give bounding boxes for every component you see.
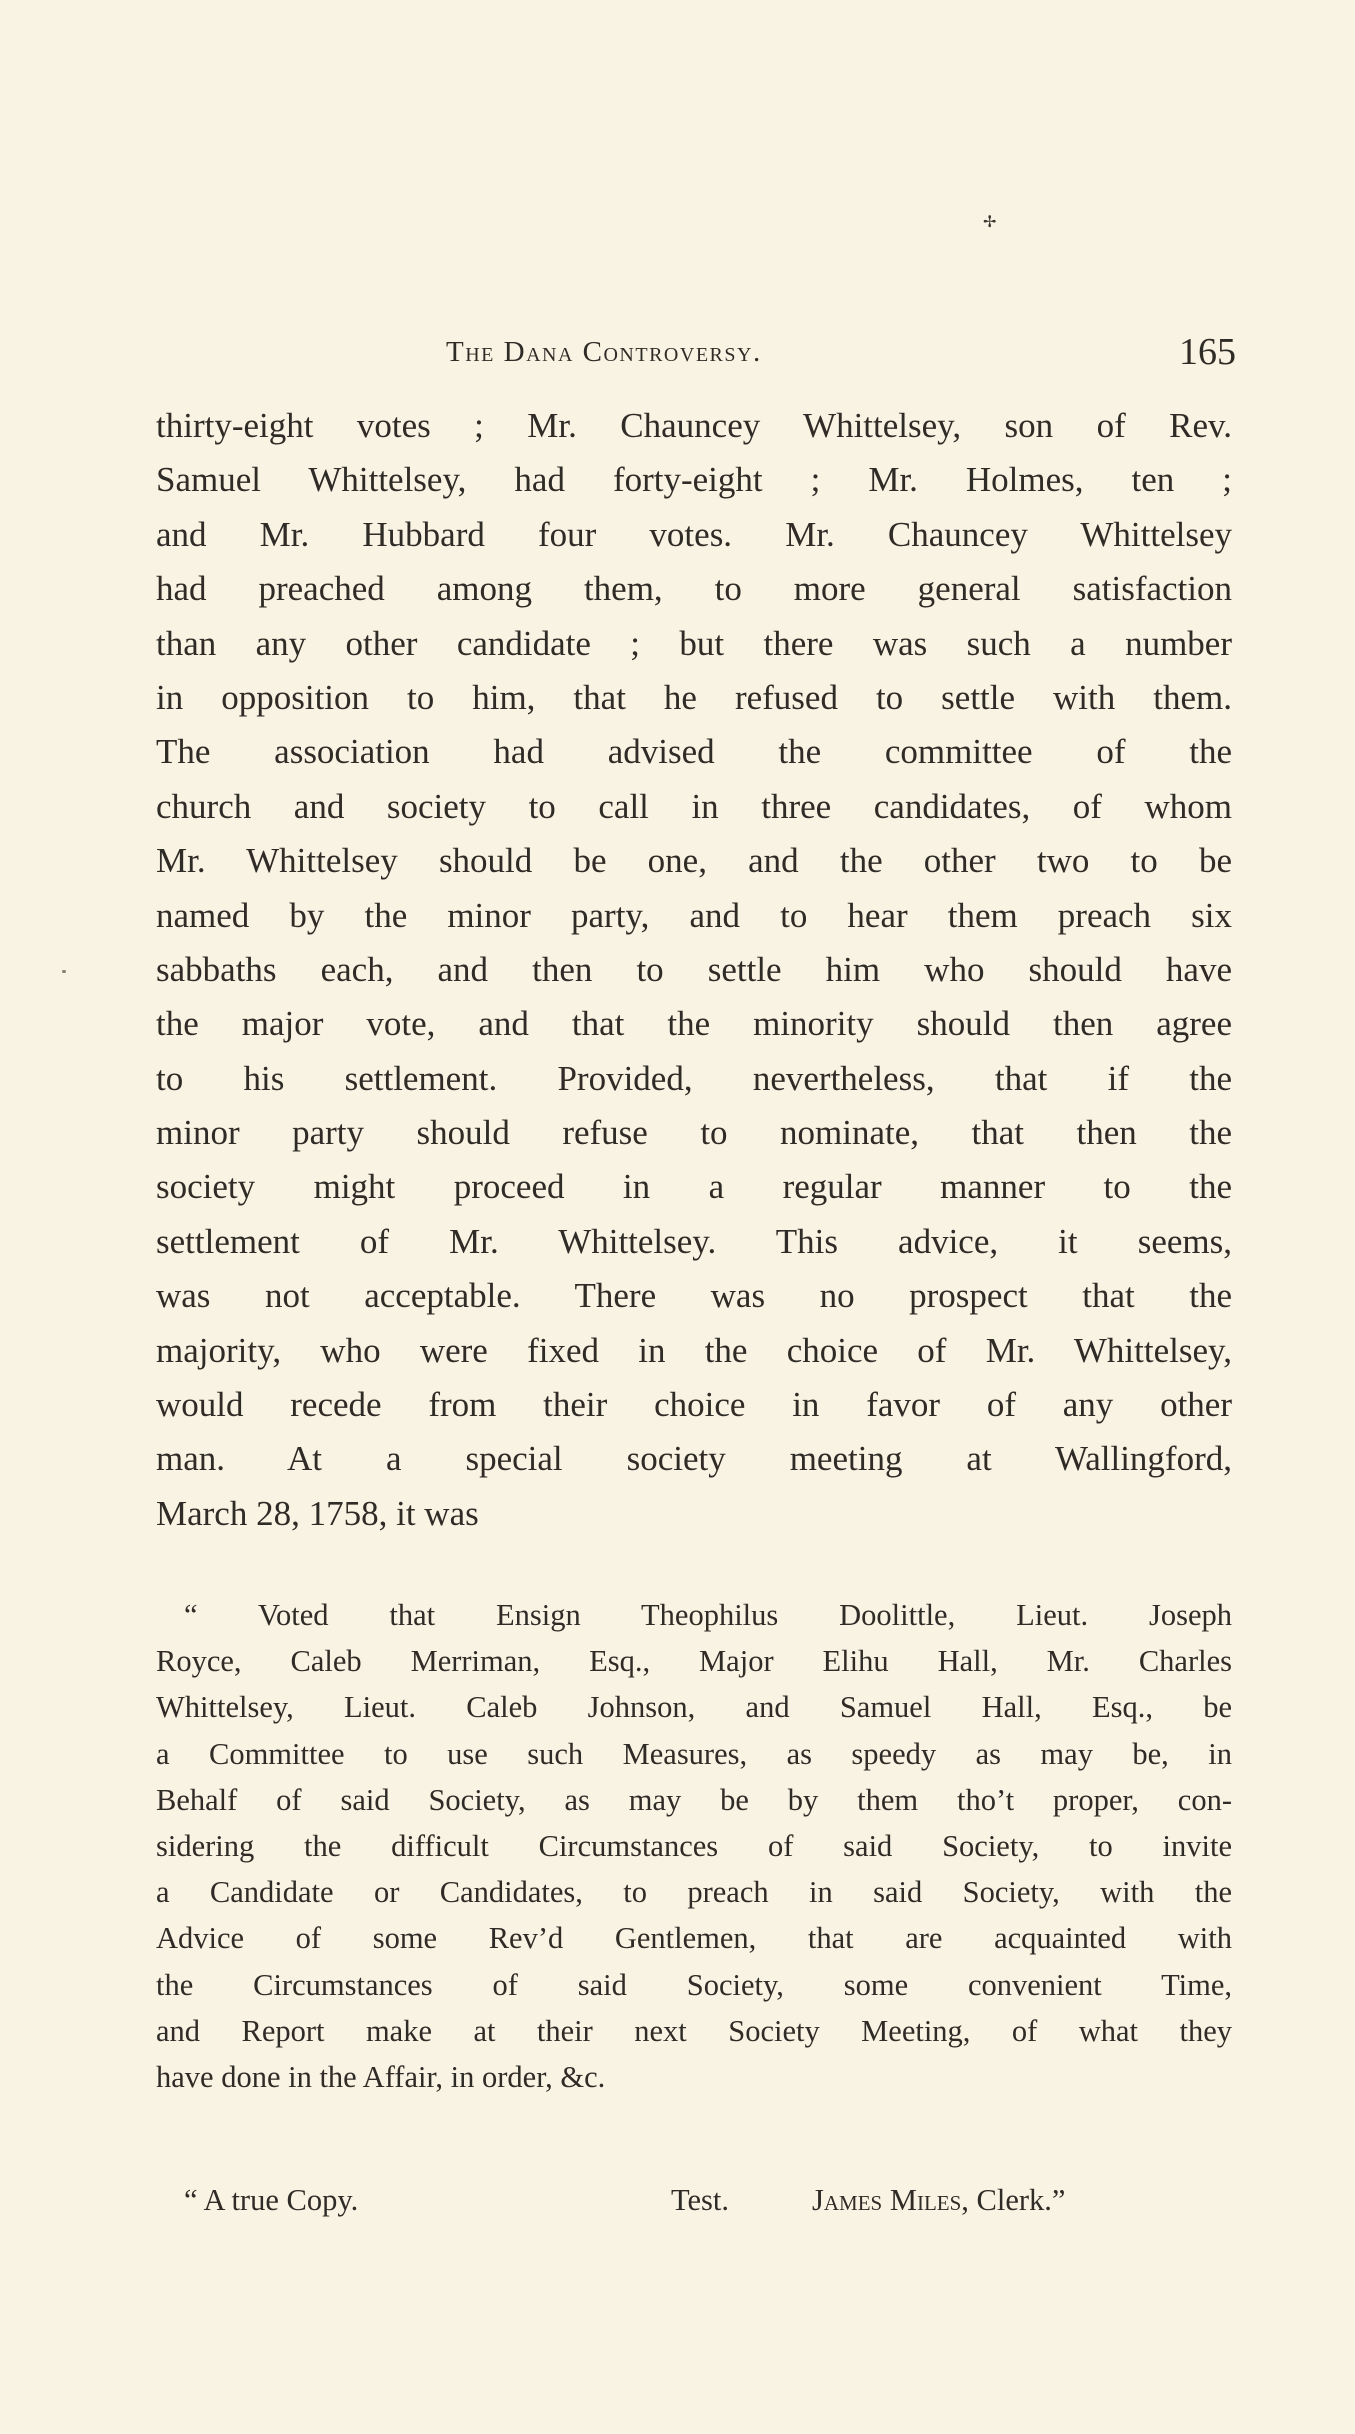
quote-line: “ Voted that Ensign Theophilus Doolittle, Lieut. Joseph [184, 1598, 1232, 1632]
quote-line: Behalf of said Society, as may be by them tho’t proper, con- [156, 1782, 1232, 1817]
attestation-line [184, 2175, 1232, 2225]
text-line: minor party should refuse to nominate, that then the [156, 1113, 1232, 1153]
margin-speck [62, 970, 66, 973]
body-text [156, 399, 1232, 1541]
text-line: church and society to call in three candidates, of whom [156, 786, 1232, 826]
text-line: to his settlement. Provided, nevertheless, that if the [156, 1058, 1232, 1098]
running-head [156, 330, 1236, 390]
clerk-signature [812, 2175, 1065, 2225]
quote-line: and Report make at their next Society Meeting, of what they [156, 2013, 1232, 2048]
text-line: The association had advised the committee of the [156, 732, 1232, 772]
true-copy-text: “ A true Copy. [184, 2183, 359, 2217]
text-line: named by the minor party, and to hear them preach six [156, 895, 1232, 935]
text-line: settlement of Mr. Whittelsey. This advice, it seems, [156, 1221, 1232, 1261]
text-line: Samuel Whittelsey, had forty-eight ; Mr. Holmes, ten ; [156, 460, 1232, 500]
text-line: majority, who were fixed in the choice of Mr. Whittelsey, [156, 1330, 1232, 1370]
text-line: sabbaths each, and then to settle him who should have [156, 949, 1232, 989]
text-line: man. At a special society meeting at Wallingford, [156, 1439, 1232, 1479]
running-title: The Dana Controversy. [446, 336, 762, 368]
clerk-name: James Miles [812, 2183, 962, 2217]
text-line: had preached among them, to more general satisfaction [156, 569, 1232, 609]
quote-line: Advice of some Rev’d Gentlemen, that are acquainted with [156, 1921, 1232, 1956]
text-line: would recede from their choice in favor of any other [156, 1385, 1232, 1425]
page-number: 165 [1179, 331, 1236, 373]
text-line: and Mr. Hubbard four votes. Mr. Chauncey Whittelsey [156, 514, 1232, 554]
quote-line: sidering the difficult Circumstances of said Society, to invite [156, 1828, 1232, 1863]
text-line: Mr. Whittelsey should be one, and the other two to be [156, 841, 1232, 881]
quote-line: a Candidate or Candidates, to preach in said Society, with the [156, 1875, 1232, 1910]
quote-line: a Committee to use such Measures, as speedy as may be, in [156, 1736, 1232, 1771]
quote-line: have done in the Affair, in order, &c. [156, 2059, 606, 2094]
quote-line: Whittelsey, Lieut. Caleb Johnson, and Samuel Hall, Esq., be [156, 1690, 1232, 1725]
text-line: was not acceptable. There was no prospect that the [156, 1276, 1232, 1316]
text-line: society might proceed in a regular manner to the [156, 1167, 1232, 1207]
text-line: thirty-eight votes ; Mr. Chauncey Whittelsey, son of Rev. [156, 406, 1232, 445]
quote-line: the Circumstances of said Society, some convenient Time, [156, 1967, 1232, 2002]
test-text: Test. [671, 2183, 730, 2217]
quoted-resolution [156, 1592, 1232, 2100]
text-line: in opposition to him, that he refused to settle with them. [156, 677, 1232, 717]
text-line: than any other candidate ; but there was such a number [156, 623, 1232, 663]
clerk-title: , Clerk.” [961, 2183, 1066, 2217]
text-line: the major vote, and that the minority should then agree [156, 1004, 1232, 1044]
ornament-mark: ✢ [983, 214, 997, 231]
text-line: March 28, 1758, it was [156, 1493, 479, 1533]
quote-line: Royce, Caleb Merriman, Esq., Major Elihu Hall, Mr. Charles [156, 1644, 1232, 1679]
